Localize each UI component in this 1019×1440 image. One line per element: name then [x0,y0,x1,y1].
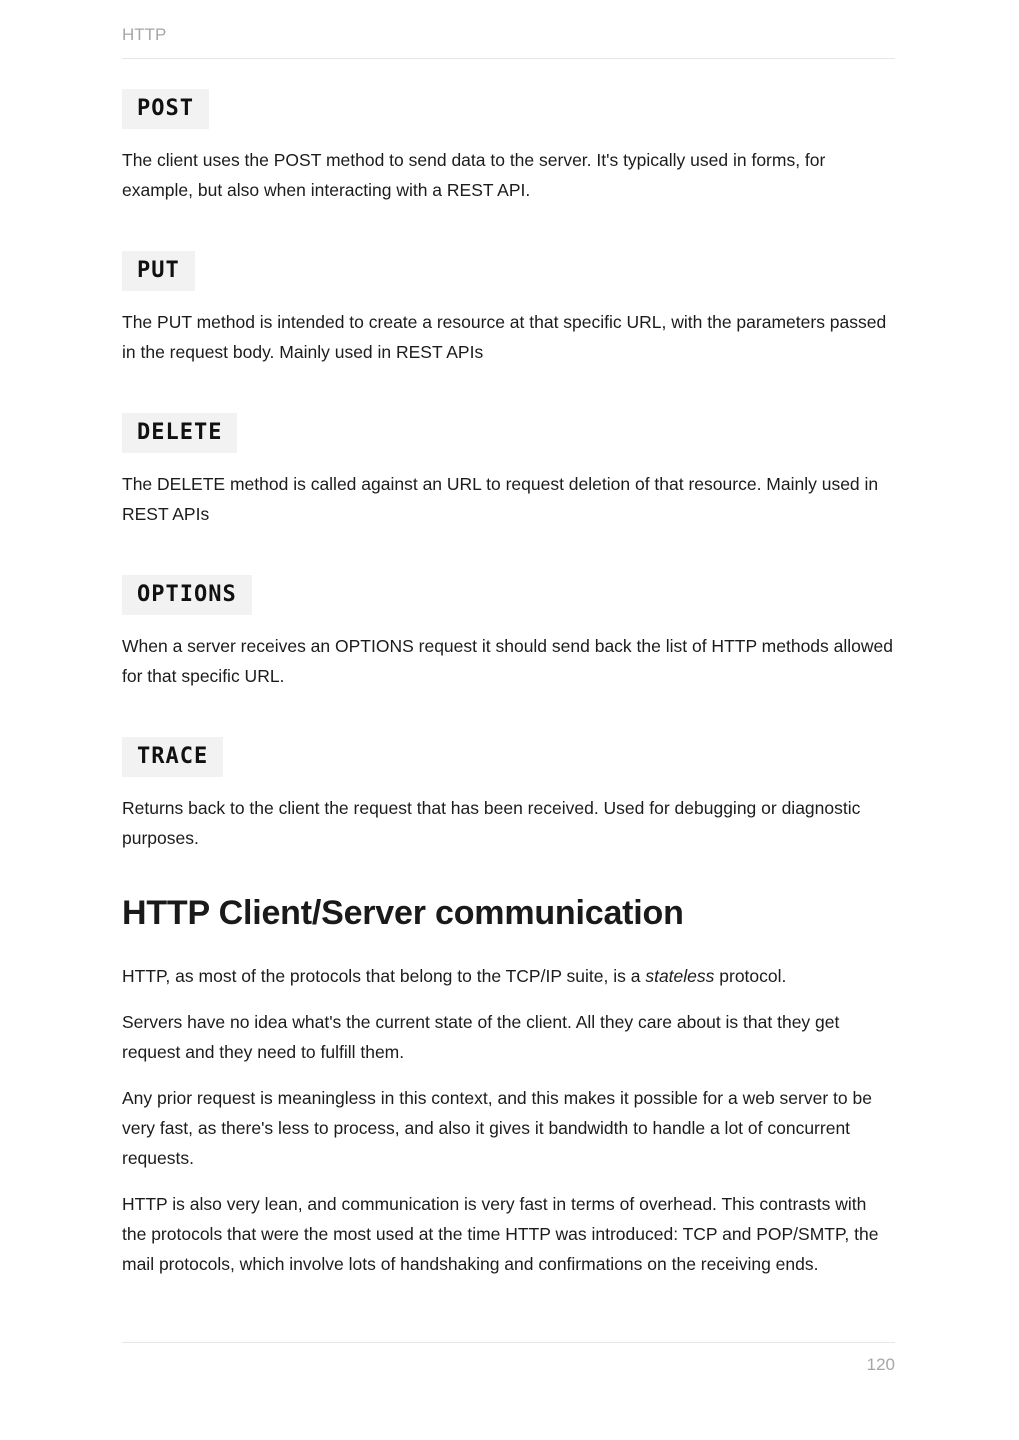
footer-divider [122,1342,895,1343]
section-options [122,545,895,691]
method-heading-delete: DELETE [122,413,237,453]
lead-text-emphasis: stateless [645,966,715,986]
method-heading-options: OPTIONS [122,575,252,615]
section-delete-paragraph: The DELETE method is called against an URL to request deletion of that resource. Mainly used in REST APIs [122,474,879,524]
running-header [122,0,895,59]
section-put-paragraph: The PUT method is intended to create a resource at that specific URL, with the parameters passed in the request body. Mainly used in REST APIs [122,312,887,362]
chapter-title: HTTP Client/Server communication [122,894,684,932]
method-heading-post: POST [122,89,209,129]
method-heading-trace: TRACE [122,737,223,777]
section-post [122,59,895,205]
article-paragraph-1: Servers have no idea what's the current state of the client. All they care about is that they get request and they need to fulfill them. [122,1012,840,1062]
article-paragraph-2: Any prior request is meaningless in this context, and this makes it possible for a web server to be very fast, as there's less to process, and also it gives it bandwidth to handle a lot of concurrent requests. [122,1088,872,1168]
section-post-paragraph: The client uses the POST method to send data to the server. It's typically used in forms, for example, but also when interacting with a REST API. [122,150,826,200]
method-heading-put: PUT [122,251,195,291]
section-trace-paragraph: Returns back to the client the request that has been received. Used for debugging or diagnostic purposes. [122,798,861,848]
lead-text-pre: HTTP, as most of the protocols that belong to the TCP/IP suite, is a [122,966,646,986]
section-put [122,221,895,367]
lead-text-post: protocol. [714,966,787,986]
page-footer [122,1342,895,1375]
section-options-paragraph: When a server receives an OPTIONS request it should send back the list of HTTP methods allowed for that specific URL. [122,636,893,686]
article-lead-paragraph [122,961,895,991]
section-trace [122,707,895,853]
running-header-title: HTTP [122,25,167,44]
section-delete [122,383,895,529]
page-content [122,0,895,1295]
page-number: 120 [866,1355,895,1374]
article-paragraph-3: HTTP is also very lean, and communication is very fast in terms of overhead. This contrasts with the protocols that were the most used at the time HTTP was introduced: TCP and POP/SMTP, the mail protocols, which involve lots of handshaking and confirmations on the receiving ends. [122,1194,879,1274]
